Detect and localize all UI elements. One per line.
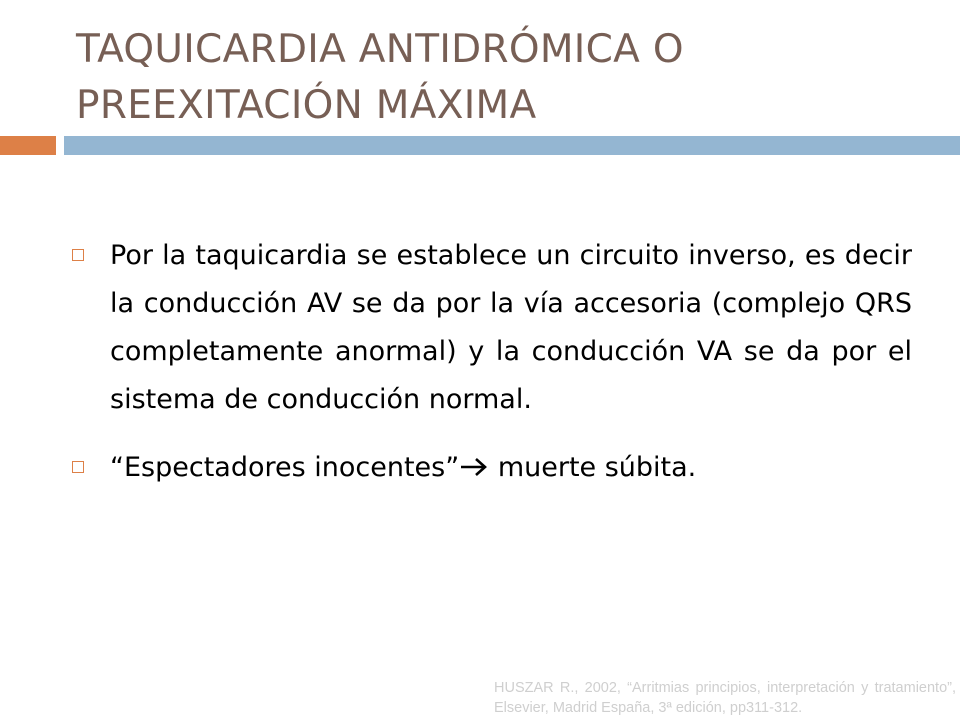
square-bullet-icon bbox=[72, 461, 84, 473]
bullet-item-1 bbox=[72, 232, 912, 424]
citation-reference: HUSZAR R., 2002, “Arritmias principios, interpretación y tratamiento”, Elsevier, Madrid España, 3ª edición, pp311-312. bbox=[494, 680, 956, 716]
bullet-text-1: Por la taquicardia se establece un circuito inverso, es decir la conducción AV se da por la vía accesoria (complejo QRS completamente anormal) y la conducción VA se da por el sistema de conducción normal. bbox=[110, 240, 912, 415]
slide-title: TAQUICARDIA ANTIDRÓMICA O PREEXITACIÓN MÁXIMA bbox=[76, 27, 684, 128]
bullet-text-2 bbox=[110, 444, 912, 492]
bullet-item-2 bbox=[72, 444, 912, 492]
bullet-text-2-before: “Espectadores inocentes” bbox=[110, 452, 460, 483]
right-arrow-icon bbox=[459, 456, 489, 478]
title-accent-bar-blue bbox=[64, 136, 960, 155]
square-bullet-icon bbox=[72, 249, 84, 261]
title-accent-bar-orange bbox=[0, 136, 56, 155]
bullet-text-2-after: muerte súbita. bbox=[489, 452, 697, 483]
slide-content bbox=[72, 232, 912, 512]
